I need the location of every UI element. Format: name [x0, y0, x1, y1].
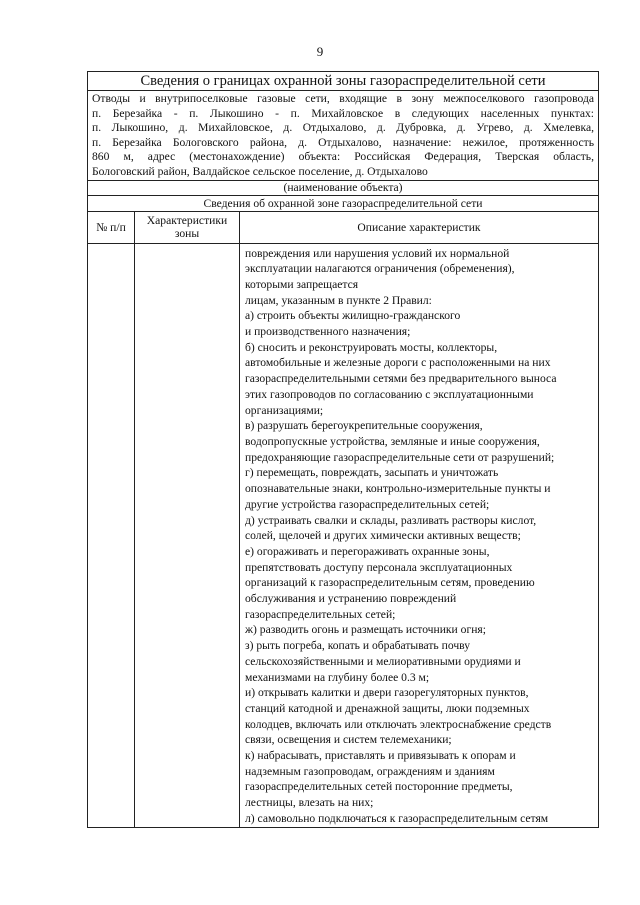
- description-line: препятствовать доступу персонала эксплуатационных: [245, 560, 513, 574]
- description-line: д) устраивать свалки и склады, разливать растворы кислот,: [245, 513, 537, 527]
- description-line: опознавательные знаки, контрольно-измерительные пункты и: [245, 482, 551, 496]
- description-line: л) самовольно подключаться к газораспределительным сетям: [245, 811, 549, 825]
- description-line: солей, щелочей и других химически активных веществ;: [245, 529, 521, 543]
- description-line: автомобильные и железные дороги с расположенными на них: [245, 356, 551, 370]
- object-description-line: п. Лыкошино, д. Михайловское, д. Отдыхалово, д. Дубровка, д. Угрево, д. Хмелевка,: [92, 121, 594, 135]
- cell-characteristics: [135, 243, 240, 827]
- description-line: ж) разводить огонь и размещать источники огня;: [245, 623, 486, 637]
- description-line: организаций к газораспределительным сетям, проведению: [245, 576, 535, 590]
- description-line: сельскохозяйственными и мелиоративными орудиями и: [245, 654, 521, 668]
- description-line: эксплуатации налагаются ограничения (обременения),: [245, 262, 515, 276]
- description-line: колодцев, включать или отключать электроснабжение средств: [245, 717, 552, 731]
- description-line: повреждения или нарушения условий их нормальной: [245, 246, 510, 260]
- description-line: обслуживания и устранению повреждений: [245, 592, 457, 606]
- table-row: [88, 243, 598, 827]
- page-number: 9: [316, 44, 324, 59]
- description-line: газораспределительных сетей посторонние предметы,: [245, 780, 513, 794]
- object-description: [88, 91, 598, 180]
- description-line: этих газопроводов по согласованию с эксплуатационными: [245, 387, 534, 401]
- header-description: Описание характеристик: [240, 211, 599, 243]
- description-line: а) строить объекты жилищно-гражданского: [245, 309, 461, 323]
- document-table: [87, 71, 599, 828]
- description-line: и) открывать калитки и двери газорегуляторных пунктов,: [245, 686, 529, 700]
- object-description-line: Бологовский район, Валдайское сельское поселение, д. Отдыхалово: [92, 164, 428, 178]
- object-description-line: Отводы и внутрипоселковые газовые сети, входящие в зону межпоселкового газопровода: [92, 92, 594, 105]
- cell-number: [88, 243, 135, 827]
- description-line: станций катодной и дренажной защиты, люки подземных: [245, 701, 530, 715]
- description-line: лицам, указанным в пункте 2 Правил:: [245, 293, 432, 307]
- description-line: механизмами на глубину более 0.3 м;: [245, 670, 430, 684]
- description-line: газораспределительными сетями без предварительного выноса: [245, 372, 557, 386]
- description-line: газораспределительных сетей;: [245, 607, 396, 621]
- object-description-line: п. Березайка - п. Лыкошино - п. Михайловское в следующих населенных пунктах:: [92, 106, 594, 120]
- description-line: е) огораживать и перегораживать охранные зоны,: [245, 544, 490, 558]
- zone-table: [88, 211, 598, 827]
- object-caption: (наименование объекта): [88, 180, 598, 195]
- table-header-row: [88, 211, 598, 243]
- description-line: б) сносить и реконструировать мосты, коллекторы,: [245, 340, 498, 354]
- description-line: з) рыть погреба, копать и обрабатывать почву: [245, 639, 471, 653]
- cell-description: [240, 243, 599, 827]
- object-description-line: п. Березайка Бологовского района, д. Отдыхалово, назначение: нежилое, протяженность: [92, 135, 594, 149]
- description-line: надземным газопроводам, ограждениям и зданиям: [245, 764, 495, 778]
- description-line: организациями;: [245, 403, 324, 417]
- document-title: Сведения о границах охранной зоны газораспределительной сети: [88, 72, 598, 91]
- description-line: и производственного назначения;: [245, 325, 411, 339]
- description-line: предохраняющие газораспределительные сети от разрушений;: [245, 450, 555, 464]
- description-line: лестницы, влезать на них;: [245, 796, 374, 810]
- description-line: связи, освещения и систем телемеханики;: [245, 733, 452, 747]
- description-line: г) перемещать, повреждать, засыпать и уничтожать: [245, 466, 499, 480]
- description-line: к) набрасывать, приставлять и привязывать к опорам и: [245, 749, 516, 763]
- zone-section-title: Сведения об охранной зоне газораспределительной сети: [88, 195, 598, 211]
- description-line: в) разрушать берегоукрепительные сооружения,: [245, 419, 483, 433]
- header-number: № п/п: [88, 211, 135, 243]
- description-line: другие устройства газораспределительных сетей;: [245, 497, 490, 511]
- description-line: которыми запрещается: [245, 277, 359, 291]
- description-line: водопропускные устройства, земляные и иные сооружения,: [245, 435, 540, 448]
- header-characteristics: Характеристики зоны: [135, 211, 240, 243]
- object-description-line: 860 м, адрес (местонахождение) объекта: Российская Федерация, Тверская область,: [92, 150, 594, 164]
